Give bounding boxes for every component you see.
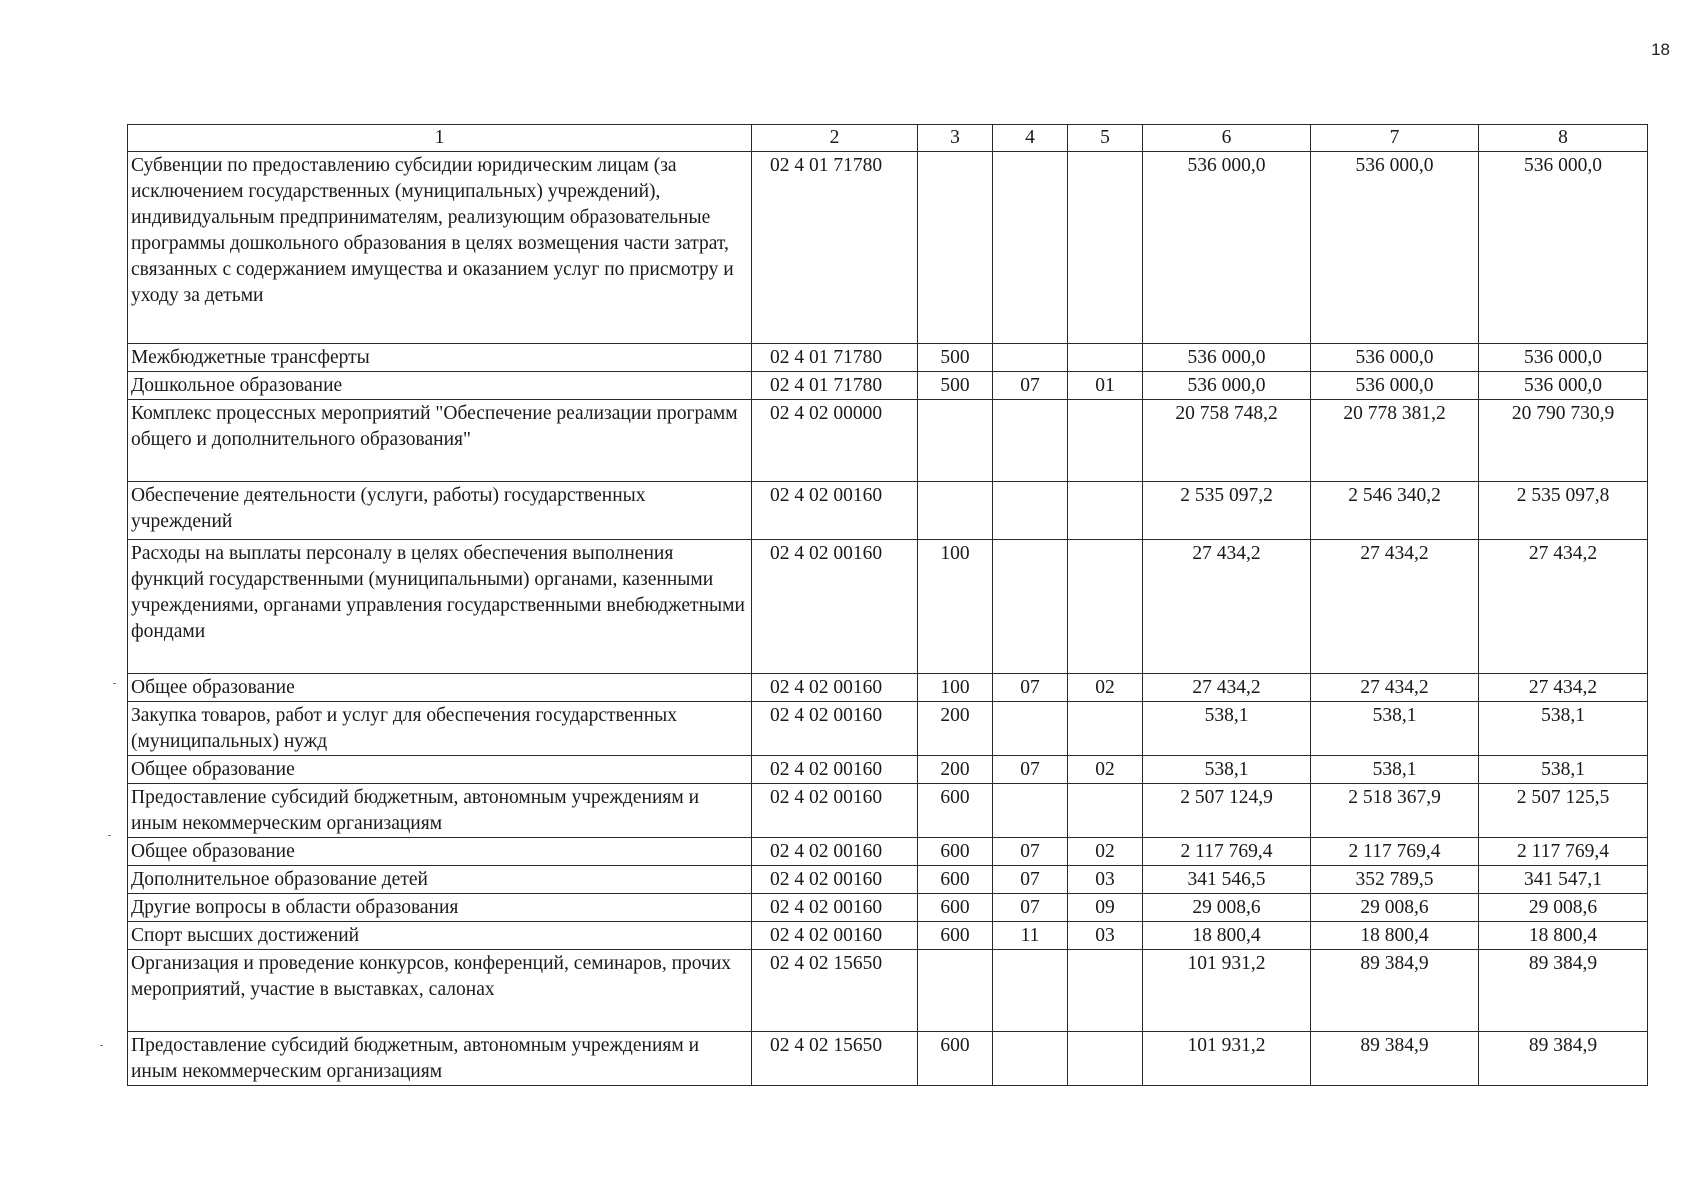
amount-col8: 2 507 125,5 xyxy=(1479,784,1648,838)
expense-name: Общее образование xyxy=(128,756,752,784)
amount-col7: 2 546 340,2 xyxy=(1311,482,1479,540)
amount-col6: 2 507 124,9 xyxy=(1143,784,1311,838)
subsection-code: 03 xyxy=(1068,922,1143,950)
amount-col7: 18 800,4 xyxy=(1311,922,1479,950)
target-article-code: 02 4 02 00160 xyxy=(752,482,918,540)
table-row xyxy=(128,950,1648,1032)
table-row xyxy=(128,400,1648,482)
section-code xyxy=(993,152,1068,344)
section-code xyxy=(993,344,1068,372)
column-header: 4 xyxy=(993,125,1068,152)
amount-col8: 2 117 769,4 xyxy=(1479,838,1648,866)
amount-col8: 2 535 097,8 xyxy=(1479,482,1648,540)
amount-col8: 18 800,4 xyxy=(1479,922,1648,950)
amount-col7: 89 384,9 xyxy=(1311,1032,1479,1086)
section-code: 07 xyxy=(993,894,1068,922)
amount-col6: 341 546,5 xyxy=(1143,866,1311,894)
amount-col8: 89 384,9 xyxy=(1479,950,1648,1032)
expense-type-code: 600 xyxy=(918,894,993,922)
expense-name: Закупка товаров, работ и услуг для обеспечения государственных (муниципальных) нужд xyxy=(128,702,752,756)
expense-type-code xyxy=(918,482,993,540)
target-article-code: 02 4 02 00000 xyxy=(752,400,918,482)
section-code: 11 xyxy=(993,922,1068,950)
amount-col8: 27 434,2 xyxy=(1479,540,1648,674)
table-header-row xyxy=(128,125,1648,152)
table-row xyxy=(128,372,1648,400)
amount-col8: 27 434,2 xyxy=(1479,674,1648,702)
table-row xyxy=(128,866,1648,894)
table-row xyxy=(128,756,1648,784)
expense-type-code: 200 xyxy=(918,702,993,756)
amount-col7: 536 000,0 xyxy=(1311,152,1479,344)
table-row xyxy=(128,784,1648,838)
expense-name: Расходы на выплаты персоналу в целях обеспечения выполнения функций государственными (муниципальными) органами, казенными учреждениями, органами управления государственными внебюджетными фондами xyxy=(128,540,752,674)
amount-col6: 101 931,2 xyxy=(1143,950,1311,1032)
amount-col8: 29 008,6 xyxy=(1479,894,1648,922)
amount-col8: 538,1 xyxy=(1479,756,1648,784)
amount-col7: 27 434,2 xyxy=(1311,540,1479,674)
amount-col8: 20 790 730,9 xyxy=(1479,400,1648,482)
target-article-code: 02 4 01 71780 xyxy=(752,152,918,344)
amount-col8: 89 384,9 xyxy=(1479,1032,1648,1086)
amount-col8: 536 000,0 xyxy=(1479,372,1648,400)
section-code: 07 xyxy=(993,838,1068,866)
subsection-code: 01 xyxy=(1068,372,1143,400)
expense-type-code: 200 xyxy=(918,756,993,784)
expense-type-code xyxy=(918,950,993,1032)
amount-col6: 20 758 748,2 xyxy=(1143,400,1311,482)
subsection-code xyxy=(1068,784,1143,838)
amount-col6: 27 434,2 xyxy=(1143,674,1311,702)
subsection-code xyxy=(1068,950,1143,1032)
subsection-code: 02 xyxy=(1068,756,1143,784)
expense-name: Предоставление субсидий бюджетным, автономным учреждениям и иным некоммерческим организациям xyxy=(128,784,752,838)
amount-col6: 18 800,4 xyxy=(1143,922,1311,950)
amount-col7: 20 778 381,2 xyxy=(1311,400,1479,482)
table-row xyxy=(128,894,1648,922)
amount-col6: 27 434,2 xyxy=(1143,540,1311,674)
table-row xyxy=(128,922,1648,950)
expense-type-code xyxy=(918,152,993,344)
budget-table xyxy=(127,124,1648,1086)
expense-name: Дошкольное образование xyxy=(128,372,752,400)
amount-col7: 89 384,9 xyxy=(1311,950,1479,1032)
column-header: 3 xyxy=(918,125,993,152)
amount-col7: 29 008,6 xyxy=(1311,894,1479,922)
expense-type-code: 100 xyxy=(918,540,993,674)
amount-col7: 538,1 xyxy=(1311,756,1479,784)
table-row xyxy=(128,482,1648,540)
target-article-code: 02 4 02 00160 xyxy=(752,866,918,894)
amount-col6: 2 535 097,2 xyxy=(1143,482,1311,540)
expense-name: Обеспечение деятельности (услуги, работы) государственных учреждений xyxy=(128,482,752,540)
amount-col7: 538,1 xyxy=(1311,702,1479,756)
amount-col6: 538,1 xyxy=(1143,756,1311,784)
target-article-code: 02 4 02 00160 xyxy=(752,838,918,866)
expense-name: Предоставление субсидий бюджетным, автономным учреждениям и иным некоммерческим организациям xyxy=(128,1032,752,1086)
table-row xyxy=(128,702,1648,756)
expense-name: Комплекс процессных мероприятий "Обеспечение реализации программ общего и дополнительного образования" xyxy=(128,400,752,482)
amount-col8: 341 547,1 xyxy=(1479,866,1648,894)
subsection-code xyxy=(1068,152,1143,344)
scan-speck xyxy=(108,835,111,836)
amount-col7: 352 789,5 xyxy=(1311,866,1479,894)
expense-type-code: 500 xyxy=(918,344,993,372)
section-code xyxy=(993,702,1068,756)
column-header: 1 xyxy=(128,125,752,152)
subsection-code xyxy=(1068,482,1143,540)
amount-col8: 538,1 xyxy=(1479,702,1648,756)
amount-col7: 536 000,0 xyxy=(1311,372,1479,400)
target-article-code: 02 4 02 00160 xyxy=(752,784,918,838)
amount-col7: 536 000,0 xyxy=(1311,344,1479,372)
section-code: 07 xyxy=(993,866,1068,894)
column-header: 5 xyxy=(1068,125,1143,152)
target-article-code: 02 4 02 15650 xyxy=(752,1032,918,1086)
target-article-code: 02 4 02 15650 xyxy=(752,950,918,1032)
expense-name: Общее образование xyxy=(128,674,752,702)
table-row xyxy=(128,344,1648,372)
target-article-code: 02 4 02 00160 xyxy=(752,894,918,922)
expense-type-code: 600 xyxy=(918,838,993,866)
target-article-code: 02 4 02 00160 xyxy=(752,702,918,756)
table-row xyxy=(128,1032,1648,1086)
target-article-code: 02 4 02 00160 xyxy=(752,756,918,784)
column-header: 7 xyxy=(1311,125,1479,152)
expense-type-code: 600 xyxy=(918,866,993,894)
section-code xyxy=(993,482,1068,540)
column-header: 6 xyxy=(1143,125,1311,152)
amount-col6: 536 000,0 xyxy=(1143,152,1311,344)
table-row xyxy=(128,674,1648,702)
section-code xyxy=(993,784,1068,838)
amount-col6: 536 000,0 xyxy=(1143,372,1311,400)
amount-col6: 101 931,2 xyxy=(1143,1032,1311,1086)
section-code xyxy=(993,1032,1068,1086)
page-number: 18 xyxy=(1651,40,1670,59)
expense-type-code: 100 xyxy=(918,674,993,702)
subsection-code: 02 xyxy=(1068,674,1143,702)
subsection-code xyxy=(1068,400,1143,482)
expense-type-code: 600 xyxy=(918,1032,993,1086)
subsection-code: 03 xyxy=(1068,866,1143,894)
expense-type-code xyxy=(918,400,993,482)
amount-col8: 536 000,0 xyxy=(1479,344,1648,372)
amount-col6: 536 000,0 xyxy=(1143,344,1311,372)
amount-col6: 2 117 769,4 xyxy=(1143,838,1311,866)
column-header: 2 xyxy=(752,125,918,152)
expense-name: Спорт высших достижений xyxy=(128,922,752,950)
expense-name: Дополнительное образование детей xyxy=(128,866,752,894)
target-article-code: 02 4 01 71780 xyxy=(752,344,918,372)
subsection-code: 09 xyxy=(1068,894,1143,922)
table-row xyxy=(128,152,1648,344)
expense-name: Организация и проведение конкурсов, конференций, семинаров, прочих мероприятий, участие в выставках, салонах xyxy=(128,950,752,1032)
target-article-code: 02 4 02 00160 xyxy=(752,922,918,950)
section-code: 07 xyxy=(993,756,1068,784)
section-code xyxy=(993,540,1068,674)
amount-col6: 538,1 xyxy=(1143,702,1311,756)
expense-type-code: 600 xyxy=(918,922,993,950)
subsection-code xyxy=(1068,702,1143,756)
subsection-code xyxy=(1068,1032,1143,1086)
column-header: 8 xyxy=(1479,125,1648,152)
amount-col7: 27 434,2 xyxy=(1311,674,1479,702)
table-row xyxy=(128,540,1648,674)
expense-name: Межбюджетные трансферты xyxy=(128,344,752,372)
subsection-code xyxy=(1068,540,1143,674)
amount-col7: 2 518 367,9 xyxy=(1311,784,1479,838)
expense-name: Субвенции по предоставлению субсидии юридическим лицам (за исключением государственных (муниципальных) учреждений), индивидуальным предпринимателям, реализующим образовательные программы дошкольного образования в целях возмещения части затрат, связанных с содержанием имущества и оказанием услуг по присмотру и уходу за детьми xyxy=(128,152,752,344)
section-code: 07 xyxy=(993,674,1068,702)
subsection-code: 02 xyxy=(1068,838,1143,866)
target-article-code: 02 4 01 71780 xyxy=(752,372,918,400)
expense-name: Другие вопросы в области образования xyxy=(128,894,752,922)
amount-col7: 2 117 769,4 xyxy=(1311,838,1479,866)
expense-type-code: 500 xyxy=(918,372,993,400)
section-code: 07 xyxy=(993,372,1068,400)
expense-name: Общее образование xyxy=(128,838,752,866)
target-article-code: 02 4 02 00160 xyxy=(752,540,918,674)
amount-col8: 536 000,0 xyxy=(1479,152,1648,344)
subsection-code xyxy=(1068,344,1143,372)
scan-speck xyxy=(100,1045,103,1046)
scan-speck xyxy=(113,683,116,684)
table-row xyxy=(128,838,1648,866)
target-article-code: 02 4 02 00160 xyxy=(752,674,918,702)
amount-col6: 29 008,6 xyxy=(1143,894,1311,922)
section-code xyxy=(993,400,1068,482)
section-code xyxy=(993,950,1068,1032)
expense-type-code: 600 xyxy=(918,784,993,838)
